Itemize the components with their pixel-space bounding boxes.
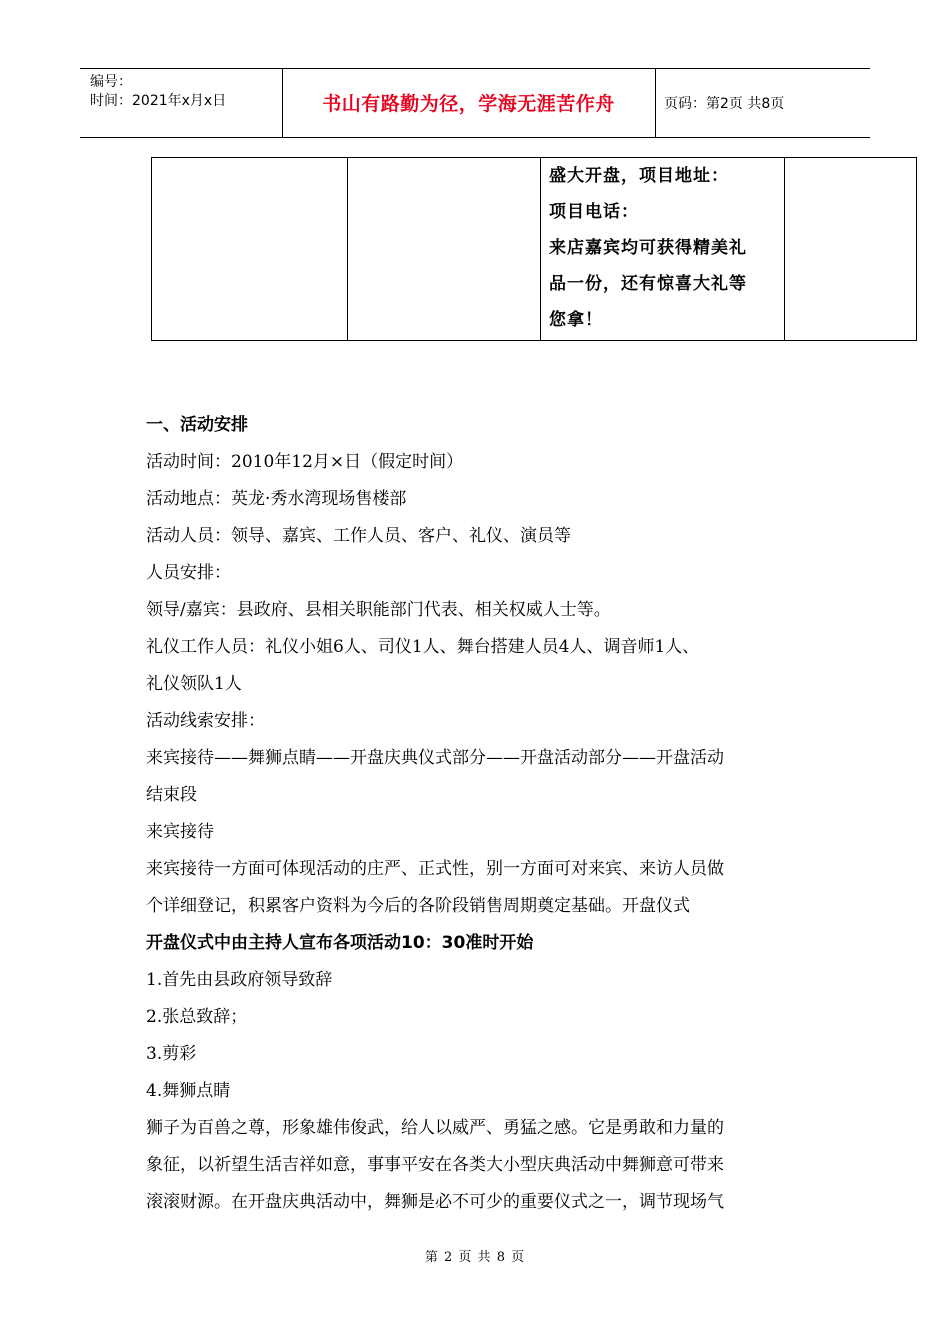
body-line: 2.张总致辞； — [146, 1007, 248, 1027]
body-line: 4.舞狮点睛 — [146, 1081, 231, 1101]
body-line: 领导/嘉宾：县政府、县相关职能部门代表、相关权威人士等。 — [146, 600, 611, 620]
body-line: 个详细登记，积累客户资料为今后的各阶段销售周期奠定基础。开盘仪式 — [146, 896, 690, 916]
table-cell-line: 盛大开盘，项目地址： — [549, 166, 729, 186]
table-cell-line: 品一份，还有惊喜大礼等 — [549, 274, 747, 294]
document-body — [146, 407, 816, 1221]
table-cell-line: 您拿！ — [549, 310, 603, 330]
body-line: 结束段 — [146, 785, 197, 805]
header-motto: 书山有路勤为径，学海无涯苦作舟 — [322, 93, 615, 115]
body-line: 滚滚财源。在开盘庆典活动中，舞狮是必不可少的重要仪式之一，调节现场气 — [146, 1192, 724, 1212]
table-column-divider — [540, 158, 541, 340]
body-line: 人员安排： — [146, 563, 231, 583]
body-line: 1.首先由县政府领导致辞 — [146, 970, 333, 990]
table-cell-line: 项目电话： — [549, 202, 639, 222]
section-title: 一、活动安排 — [146, 415, 248, 435]
table-column-divider — [347, 158, 348, 340]
body-line: 礼仪领队1人 — [146, 674, 242, 694]
body-line: 来宾接待 — [146, 822, 214, 842]
body-line: 活动线索安排： — [146, 711, 265, 731]
body-line: 活动人员：领导、嘉宾、工作人员、客户、礼仪、演员等 — [146, 526, 571, 546]
header-meta — [90, 73, 226, 111]
serial-label: 编号： — [90, 74, 132, 90]
body-line: 象征，以祈望生活吉祥如意，事事平安在各类大小型庆典活动中舞狮意可带来 — [146, 1155, 724, 1175]
table-cell-promo — [549, 158, 785, 338]
time-label: 时间：2021年x月x日 — [90, 93, 227, 109]
body-line: 来宾接待——舞狮点睛——开盘庆典仪式部分——开盘活动部分——开盘活动 — [146, 748, 724, 768]
bold-announcement: 开盘仪式中由主持人宣布各项活动10：30准时开始 — [146, 933, 534, 953]
header-page-label: 页码：第2页 共8页 — [664, 96, 785, 112]
table-cell-line: 来店嘉宾均可获得精美礼 — [549, 238, 747, 258]
body-line: 狮子为百兽之尊，形象雄伟俊武，给人以威严、勇猛之感。它是勇敢和力量的 — [146, 1118, 724, 1138]
page-footer: 第 2 页 共 8 页 — [424, 1250, 526, 1265]
info-table — [151, 157, 917, 341]
body-line: 3.剪彩 — [146, 1044, 197, 1064]
body-line: 来宾接待一方面可体现活动的庄严、正式性，别一方面可对来宾、来访人员做 — [146, 859, 724, 879]
page-header — [80, 68, 870, 138]
body-line: 活动地点：英龙·秀水湾现场售楼部 — [146, 489, 407, 509]
body-line: 礼仪工作人员：礼仪小姐6人、司仪1人、舞台搭建人员4人、调音师1人、 — [146, 637, 700, 657]
header-divider — [655, 69, 656, 137]
body-line: 活动时间：2010年12月×日（假定时间） — [146, 452, 464, 472]
